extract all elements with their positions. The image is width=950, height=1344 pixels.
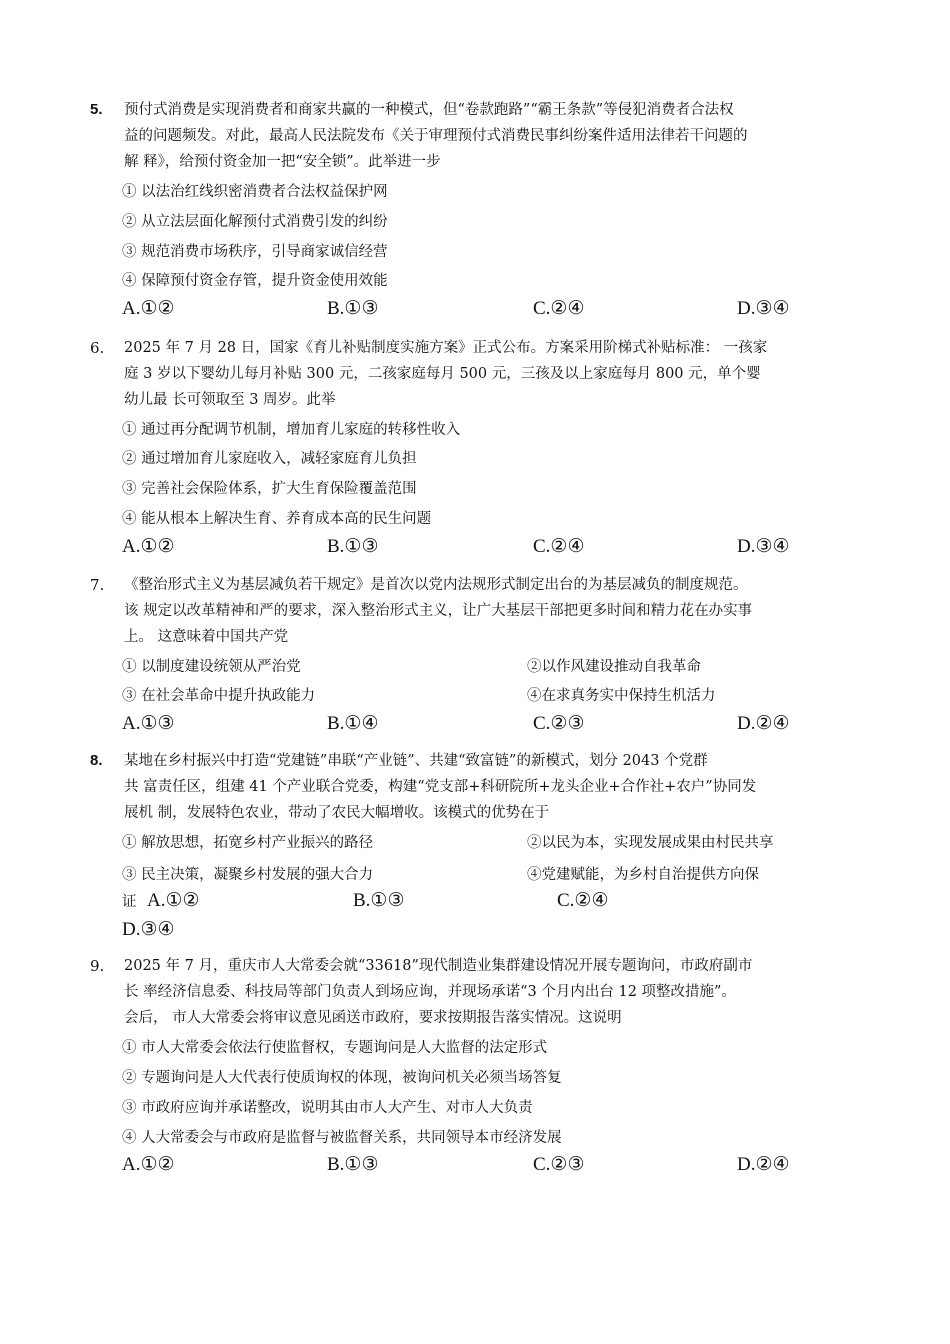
- option-3: ③ 在社会革命中提升执政能力: [122, 688, 316, 704]
- answer-c[interactable]: C.②④: [533, 536, 585, 557]
- answer-c[interactable]: C.②③: [533, 713, 585, 734]
- stem-line: 解 释》，给预付资金加一把“安全锁”。此举进一步: [124, 154, 441, 170]
- option-4: ④ 保障预付资金存管，提升资金使用效能: [122, 273, 388, 289]
- option-1: ① 市人大常委会依法行使监督权，专题询问是人大监督的法定形式: [122, 1040, 548, 1056]
- option-1: ① 以法治红线织密消费者合法权益保护网: [122, 184, 388, 200]
- stem-line: 庭 3 岁以下婴幼儿每月补贴 300 元，二孩家庭每月 500 元，三孩及以上家庭每月 800 元，单个婴: [124, 366, 761, 382]
- option-3: ③ 规范消费市场秩序，引导商家诚信经营: [122, 244, 388, 260]
- answer-c[interactable]: C.②④: [533, 298, 585, 319]
- answer-d[interactable]: D.②④: [737, 1154, 790, 1175]
- stem-line: 益的问题频发。对此，最高人民法院发布《关于审理预付式消费民事纠纷案件适用法律若干问题的: [124, 128, 748, 144]
- answer-b[interactable]: B.①④: [327, 713, 379, 734]
- answer-d[interactable]: D.②④: [737, 713, 790, 734]
- option-3: ③ 完善社会保险体系，扩大生育保险覆盖范围: [122, 481, 417, 497]
- answer-b[interactable]: B.①③: [353, 890, 405, 911]
- stem-line: 2025 年 7 月 28 日，国家《育儿补贴制度实施方案》正式公布。方案采用阶梯式补贴标准： 一孩家: [124, 340, 768, 356]
- option-2: ② 通过增加育儿家庭收入，减轻家庭育儿负担: [122, 451, 417, 467]
- stem-line: 会后， 市人大常委会将审议意见函送市政府，要求按期报告落实情况。这说明: [124, 1010, 622, 1026]
- stem-line: 《整治形式主义为基层减负若干规定》是首次以党内法规形式制定出台的为基层减负的制度规范。: [124, 577, 748, 593]
- option-3: ③ 市政府应询并承诺整改，说明其由市人大产生、对市人大负责: [122, 1100, 533, 1116]
- answer-c[interactable]: C.②④: [557, 890, 609, 911]
- answer-d[interactable]: D.③④: [122, 919, 175, 940]
- option-4: ④在求真务实中保持生机活力: [527, 688, 716, 704]
- option-4: ④党建赋能，为乡村自治提供方向保: [527, 867, 759, 883]
- answer-a[interactable]: A.①②: [122, 298, 175, 319]
- answer-a[interactable]: A.①②: [147, 890, 200, 911]
- option-4: ④ 人大常委会与市政府是监督与被监督关系，共同领导本市经济发展: [122, 1130, 562, 1146]
- stem-line: 长 率经济信息委、科技局等部门负责人到场应询，并现场承诺“3 个月内出台 12 项整改措施”。: [124, 984, 736, 1000]
- question-stem: [124, 97, 858, 175]
- stem-line: 2025 年 7 月，重庆市人大常委会就“33618”现代制造业集群建设情况开展专题询问，市政府副市: [124, 958, 753, 974]
- question-number: 8.: [90, 752, 103, 769]
- option-3: ③ 民主决策，凝聚乡村发展的强大合力: [122, 867, 374, 883]
- question-number: 6.: [90, 339, 105, 357]
- question-stem: [124, 953, 858, 1031]
- stem-line: 预付式消费是实现消费者和商家共赢的一种模式，但“卷款跑路”“霸王条款”等侵犯消费者合法权: [124, 102, 734, 118]
- question-number: 5.: [90, 101, 103, 118]
- option-1: ① 解放思想，拓宽乡村产业振兴的路径: [122, 835, 374, 851]
- question-number: 7.: [90, 576, 105, 594]
- question-stem: [124, 748, 858, 826]
- option-2: ② 从立法层面化解预付式消费引发的纠纷: [122, 214, 388, 230]
- answer-b[interactable]: B.①③: [327, 298, 379, 319]
- wrapped-text-fragment: 证: [122, 894, 137, 910]
- stem-line: 某地在乡村振兴中打造“党建链”串联“产业链”、共建“致富链”的新模式，划分 2043 个党群: [124, 753, 708, 769]
- answer-b[interactable]: B.①③: [327, 1154, 379, 1175]
- option-1: ① 通过再分配调节机制，增加育儿家庭的转移性收入: [122, 422, 461, 438]
- option-2: ② 专题询问是人大代表行使质询权的体现，被询问机关必须当场答复: [122, 1070, 562, 1086]
- stem-line: 展机 制，发展特色农业，带动了农民大幅增收。该模式的优势在于: [124, 805, 550, 821]
- stem-line: 上。 这意味着中国共产党: [124, 629, 289, 645]
- option-2: ②以民为本，实现发展成果由村民共享: [527, 835, 774, 851]
- answer-d[interactable]: D.③④: [737, 536, 790, 557]
- answer-a[interactable]: A.①③: [122, 713, 175, 734]
- answer-c[interactable]: C.②③: [533, 1154, 585, 1175]
- question-stem: [124, 572, 858, 650]
- stem-line: 该 规定以改革精神和严的要求，深入整治形式主义，让广大基层干部把更多时间和精力花在办实事: [124, 603, 753, 619]
- answer-b[interactable]: B.①③: [327, 536, 379, 557]
- answer-a[interactable]: A.①②: [122, 1154, 175, 1175]
- question-stem: [124, 335, 858, 413]
- option-1: ① 以制度建设统领从严治党: [122, 659, 301, 675]
- answer-a[interactable]: A.①②: [122, 536, 175, 557]
- stem-line: 共 富责任区，组建 41 个产业联合党委，构建“党支部+科研院所+龙头企业+合作社+农户”协同发: [124, 779, 757, 795]
- question-number: 9.: [90, 957, 105, 975]
- stem-line: 幼儿最 长可领取至 3 周岁。此举: [124, 392, 336, 408]
- option-2: ②以作风建设推动自我革命: [527, 659, 701, 675]
- option-4: ④ 能从根本上解决生育、养育成本高的民生问题: [122, 511, 432, 527]
- answer-d[interactable]: D.③④: [737, 298, 790, 319]
